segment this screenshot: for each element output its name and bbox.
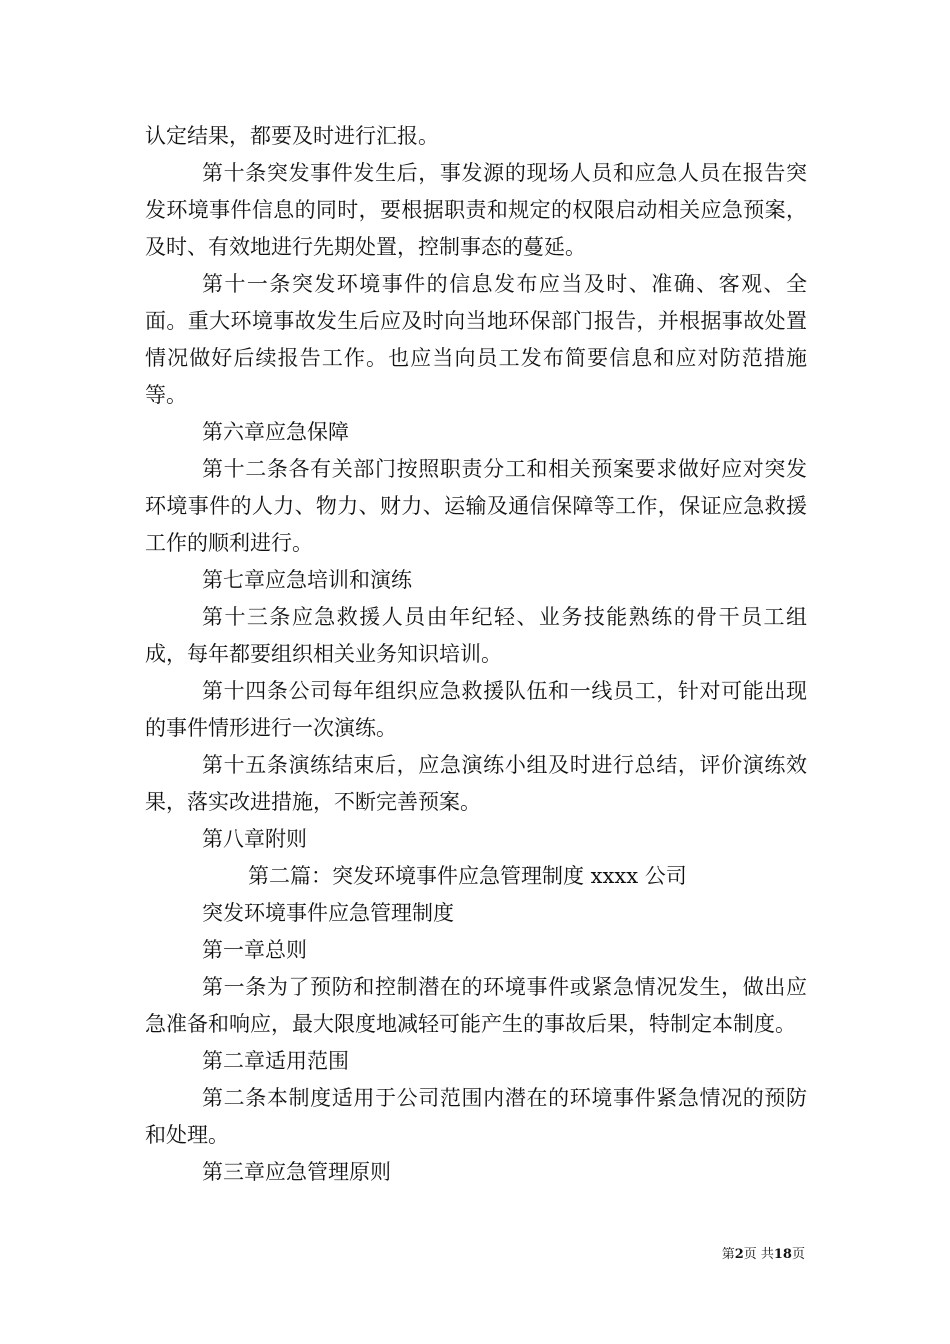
article-14: 第十四条公司每年组织应急救援队伍和一线员工，针对可能出现的事件情形进行一次演练。 [145, 679, 807, 740]
article-15: 第十五条演练结束后，应急演练小组及时进行总结，评价演练效果，落实改进措施，不断完善预案。 [145, 753, 807, 814]
paragraph-continuation: 认定结果，都要及时进行汇报。 [145, 124, 439, 148]
article-11: 第十一条突发环境事件的信息发布应当及时、准确、客观、全面。重大环境事故发生后应及时向当地环保部门报告，并根据事故处置情况做好后续报告工作。也应当向员工发布简要信息和应对防范措施等。 [145, 272, 807, 407]
page-footer [722, 1246, 805, 1264]
footer-current-page: 2 [734, 1247, 744, 1262]
part-2-title: 第二篇：突发环境事件应急管理制度 xxxx 公司 [248, 864, 687, 888]
article-2: 第二条本制度适用于公司范围内潜在的环境事件紧急情况的预防和处理。 [145, 1086, 807, 1147]
chapter-6-heading: 第六章应急保障 [202, 420, 349, 444]
chapter-2-heading: 第二章适用范围 [202, 1049, 349, 1073]
document-body [145, 118, 807, 1191]
footer-prefix: 第 [721, 1247, 735, 1262]
footer-suffix: 页 [791, 1247, 805, 1262]
chapter-3-heading: 第三章应急管理原则 [202, 1160, 391, 1184]
chapter-1-heading: 第一章总则 [202, 938, 307, 962]
regulation-title: 突发环境事件应急管理制度 [202, 901, 454, 925]
chapter-7-heading: 第七章应急培训和演练 [202, 568, 412, 592]
article-12: 第十二条各有关部门按照职责分工和相关预案要求做好应对突发环境事件的人力、物力、财力、运输及通信保障等工作，保证应急救援工作的顺利进行。 [145, 457, 807, 555]
chapter-8-heading: 第八章附则 [202, 827, 307, 851]
footer-middle: 页 共 [743, 1247, 774, 1262]
article-10: 第十条突发事件发生后，事发源的现场人员和应急人员在报告突发环境事件信息的同时，要根据职责和规定的权限启动相关应急预案，及时、有效地进行先期处置，控制事态的蔓延。 [145, 161, 807, 259]
footer-total-pages: 18 [773, 1247, 792, 1262]
article-1: 第一条为了预防和控制潜在的环境事件或紧急情况发生，做出应急准备和响应，最大限度地减轻可能产生的事故后果，特制定本制度。 [145, 975, 807, 1036]
article-13: 第十三条应急救援人员由年纪轻、业务技能熟练的骨干员工组成，每年都要组织相关业务知识培训。 [145, 605, 807, 666]
